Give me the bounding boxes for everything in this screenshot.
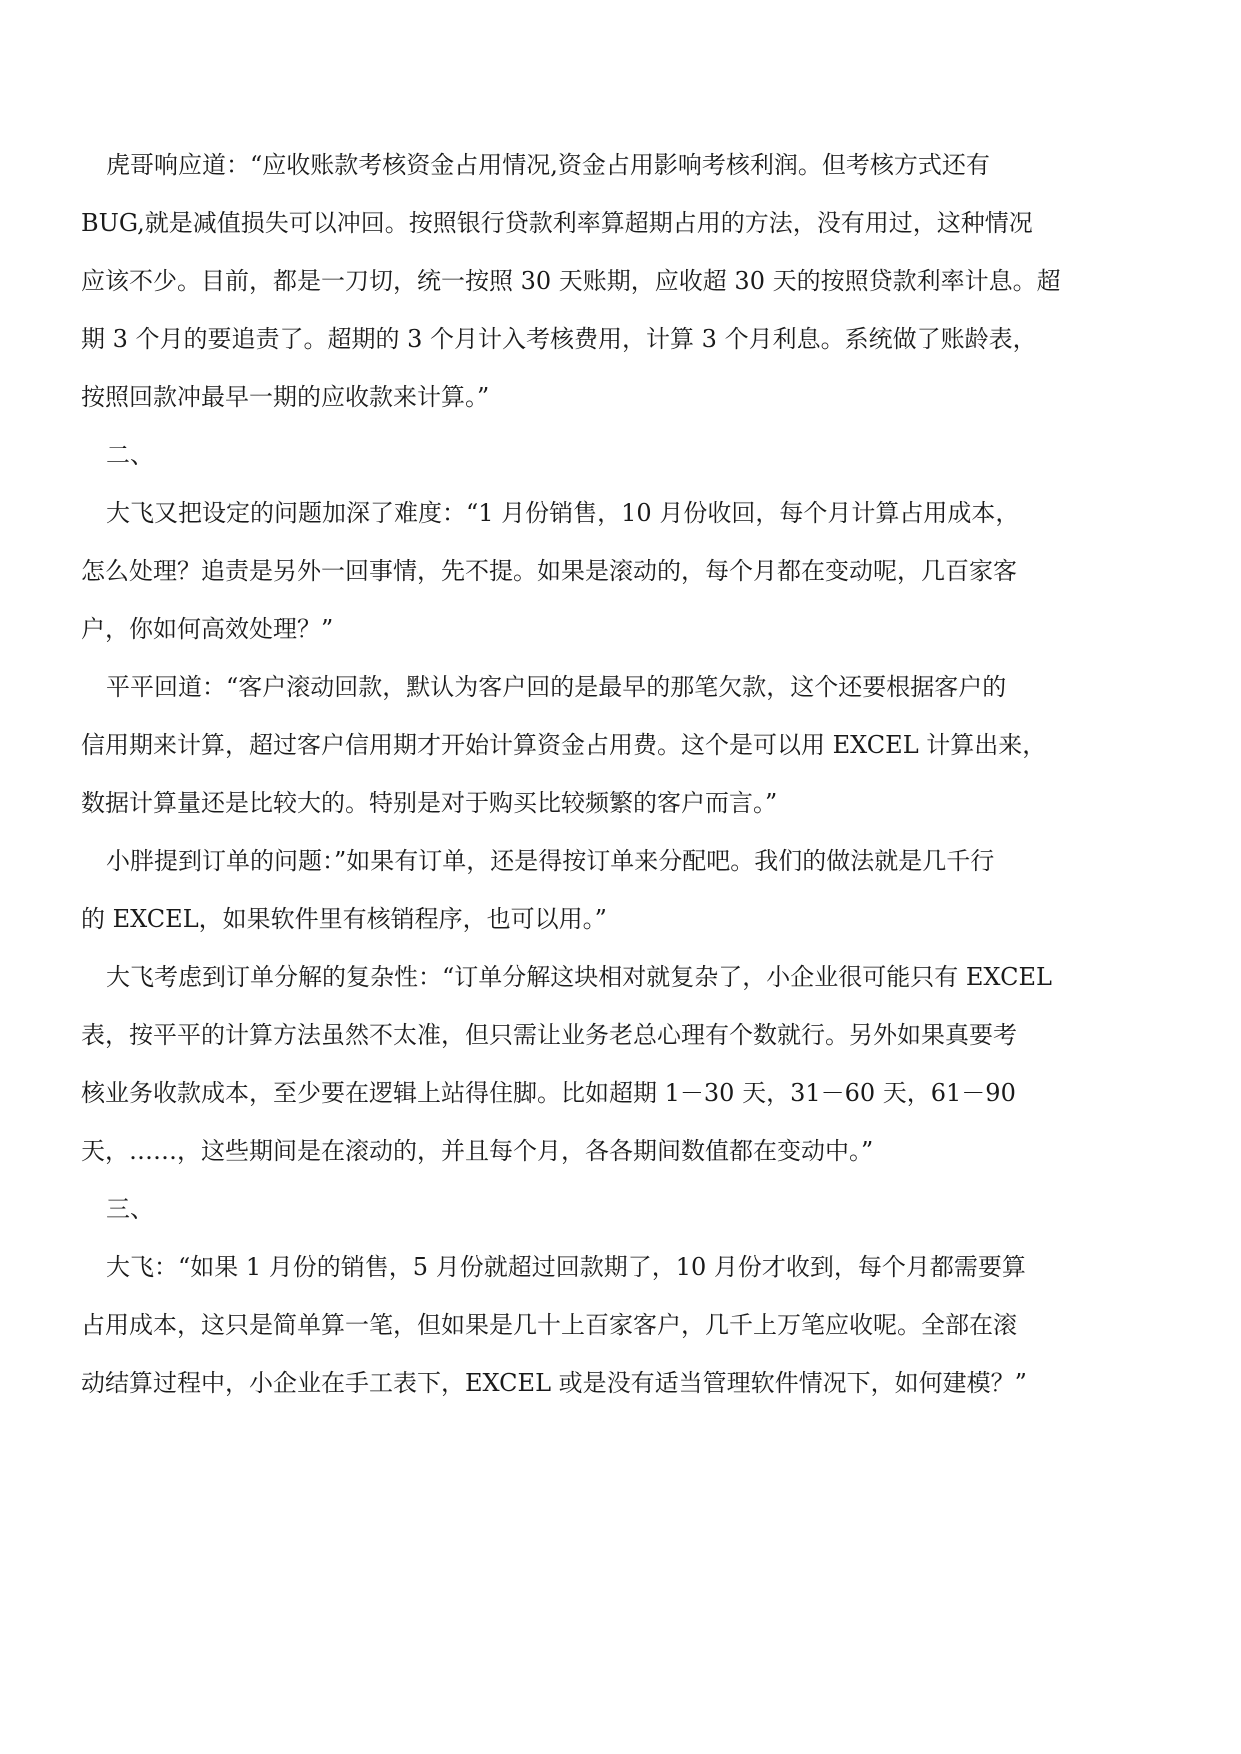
section-heading-three: [81, 1180, 1241, 1238]
section-number: 三、: [106, 1195, 154, 1223]
section-heading-two: [81, 426, 1241, 484]
text-line: 虎哥响应道：“应收账款考核资金占用情况,资金占用影响考核利润。但考核方式还有: [106, 151, 990, 179]
section-number: 二、: [106, 441, 154, 469]
paragraph-xiao-pang-orders: [81, 832, 1241, 948]
paragraph-hu-ge-reply: [81, 136, 1241, 426]
paragraph-ping-ping-reply: [81, 658, 1241, 832]
paragraph-da-fei-complexity: [81, 948, 1241, 1180]
text-line: 天，……，这些期间是在滚动的，并且每个月，各各期间数值都在变动中。”: [81, 1137, 874, 1165]
text-line: 数据计算量还是比较大的。特别是对于购买比较频繁的客户而言。”: [81, 789, 778, 817]
text-line: 应该不少。目前，都是一刀切，统一按照 30 天账期，应收超 30 天的按照贷款利率计息。超: [81, 267, 1061, 295]
text-line: 大飞考虑到订单分解的复杂性：“订单分解这块相对就复杂了，小企业很可能只有 EXCEL: [106, 963, 1052, 991]
text-line: 核业务收款成本，至少要在逻辑上站得住脚。比如超期 1－30 天，31－60 天，61－90: [81, 1079, 1016, 1107]
text-line: 大飞：“如果 1 月份的销售，5 月份就超过回款期了，10 月份才收到，每个月都需要算: [106, 1253, 1026, 1281]
text-line: 的 EXCEL，如果软件里有核销程序，也可以用。”: [81, 905, 607, 933]
text-line: 动结算过程中，小企业在手工表下，EXCEL 或是没有适当管理软件情况下，如何建模？”: [81, 1369, 1027, 1397]
text-line: 小胖提到订单的问题：”如果有订单，还是得按订单来分配吧。我们的做法就是几千行: [106, 847, 995, 875]
paragraph-da-fei-modeling: [81, 1238, 1241, 1412]
text-line: 表，按平平的计算方法虽然不太准，但只需让业务老总心理有个数就行。另外如果真要考: [81, 1021, 1017, 1049]
text-line: 信用期来计算，超过客户信用期才开始计算资金占用费。这个是可以用 EXCEL 计算出来，: [81, 731, 1047, 759]
text-line: 户，你如何高效处理？”: [81, 615, 334, 643]
text-line: 平平回道：“客户滚动回款，默认为客户回的是最早的那笔欠款，这个还要根据客户的: [106, 673, 1007, 701]
text-line: 占用成本，这只是简单算一笔，但如果是几十上百家客户，几千上万笔应收呢。全部在滚: [81, 1311, 1017, 1339]
paragraph-da-fei-question: [81, 484, 1241, 658]
text-line: 大飞又把设定的问题加深了难度：“1 月份销售，10 月份收回，每个月计算占用成本，: [106, 499, 1020, 527]
text-line: 期 3 个月的要追责了。超期的 3 个月计入考核费用，计算 3 个月利息。系统做了账龄表，: [81, 325, 1037, 353]
text-line: 按照回款冲最早一期的应收款来计算。”: [81, 383, 490, 411]
text-line: 怎么处理？追责是另外一回事情，先不提。如果是滚动的，每个月都在变动呢，几百家客: [81, 557, 1017, 585]
text-line: BUG,就是减值损失可以冲回。按照银行贷款利率算超期占用的方法，没有用过，这种情况: [81, 209, 1033, 237]
